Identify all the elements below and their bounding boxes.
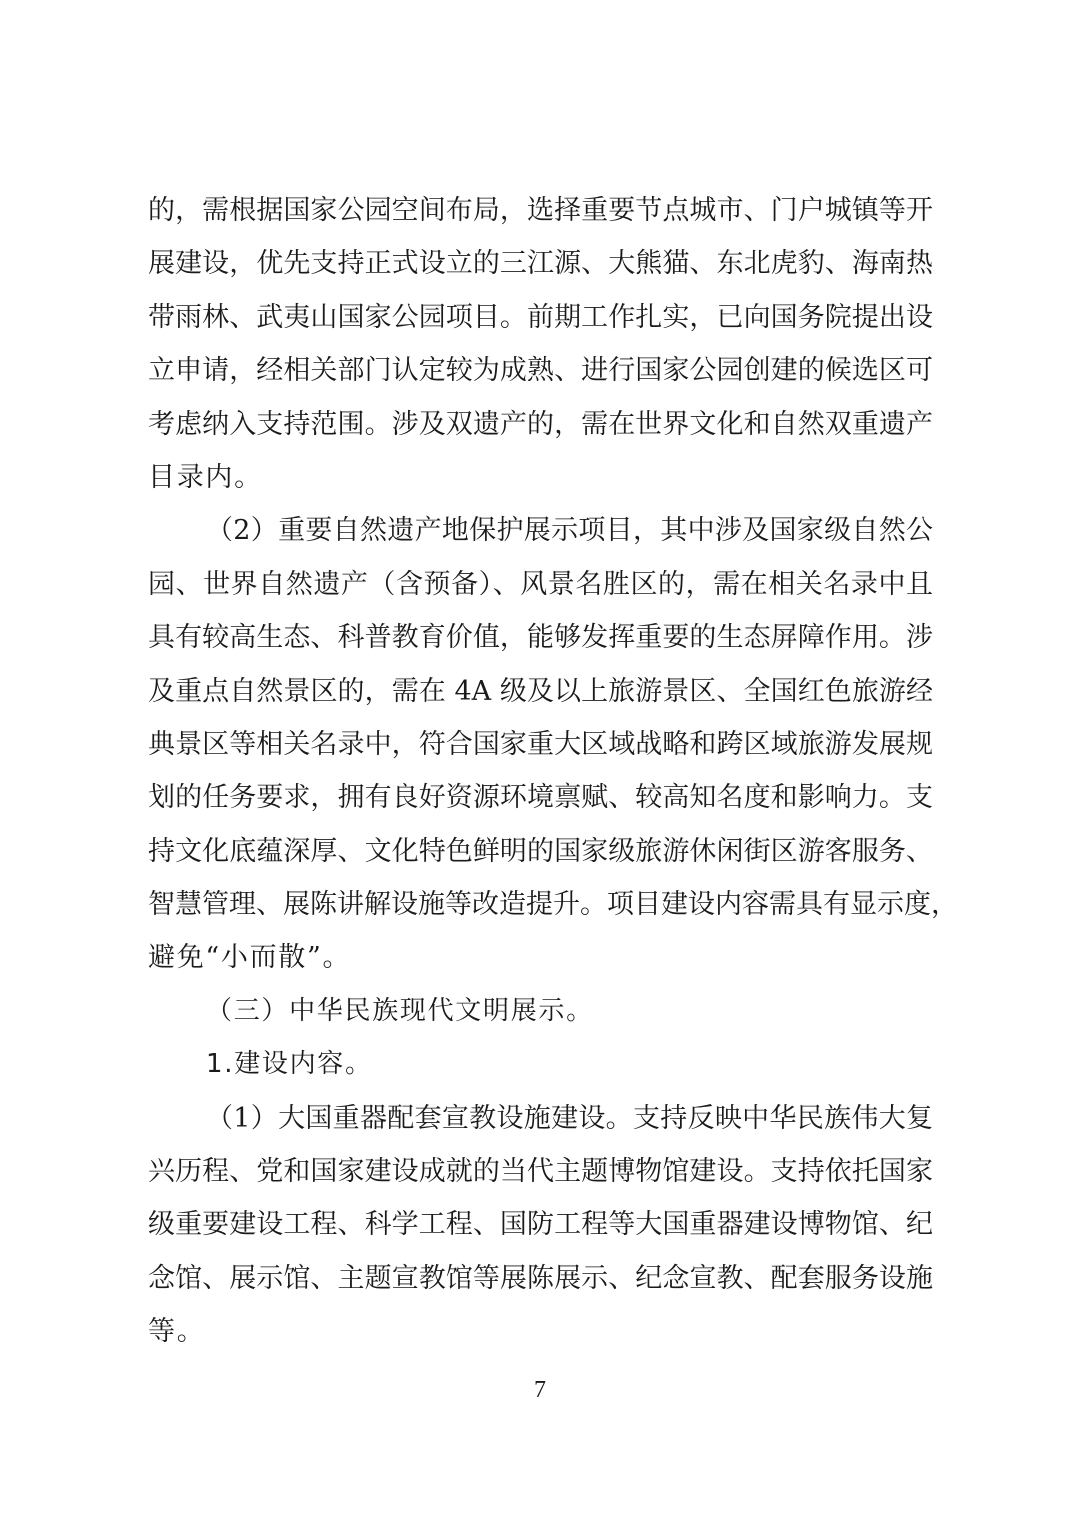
- text-line: 立申请，经相关部门认定较为成熟、进行国家公园创建的候选区可: [148, 355, 933, 387]
- text-line: 目录内。: [148, 461, 263, 493]
- text-line: 考虑纳入支持范围。涉及双遗产的，需在世界文化和自然双重遗产: [148, 408, 933, 440]
- text-line: 展建设，优先支持正式设立的三江源、大熊猫、东北虎豹、海南热: [148, 248, 933, 280]
- text-line: 等。: [148, 1316, 206, 1348]
- section-heading: （三）中华民族现代文明展示。: [206, 995, 594, 1026]
- text-line: 避免“小而散”。: [148, 942, 352, 974]
- text-line: 级重要建设工程、科学工程、国防工程等大国重器建设博物馆、纪: [148, 1209, 933, 1241]
- page-number: 7: [534, 1377, 546, 1403]
- text-line: 划的任务要求，拥有良好资源环境禀赋、较高知名度和影响力。支: [148, 782, 933, 814]
- text-line: 带雨林、武夷山国家公园项目。前期工作扎实，已向国务院提出设: [148, 301, 933, 333]
- text-line: 典景区等相关名录中，符合国家重大区域战略和跨区域旅游发展规: [148, 728, 933, 760]
- text-line: （2）重要自然遗产地保护展示项目，其中涉及国家级自然公: [206, 515, 933, 547]
- text-line: 念馆、展示馆、主题宣教馆等展陈展示、纪念宣教、配套服务设施: [148, 1262, 933, 1294]
- text-line: 及重点自然景区的，需在 4A 级及以上旅游景区、全国红色旅游经: [148, 675, 933, 707]
- text-line: （1）大国重器配套宣教设施建设。支持反映中华民族伟大复: [206, 1102, 933, 1134]
- body-text: [148, 184, 958, 1359]
- text-line: 园、世界自然遗产（含预备）、风景名胜区的，需在相关名录中且: [148, 568, 933, 600]
- text-line: 具有较高生态、科普教育价值，能够发挥重要的生态屏障作用。涉: [148, 622, 933, 654]
- text-line: 兴历程、党和国家建设成就的当代主题博物馆建设。支持依托国家: [148, 1156, 933, 1188]
- subsection-heading: 1.建设内容。: [206, 1049, 373, 1080]
- text-line: 持文化底蕴深厚、文化特色鲜明的国家级旅游休闲街区游客服务、: [148, 835, 933, 867]
- text-line: 智慧管理、展陈讲解设施等改造提升。项目建设内容需具有显示度，: [148, 889, 958, 921]
- text-line: 的，需根据国家公园空间布局，选择重要节点城市、门户城镇等开: [148, 195, 933, 226]
